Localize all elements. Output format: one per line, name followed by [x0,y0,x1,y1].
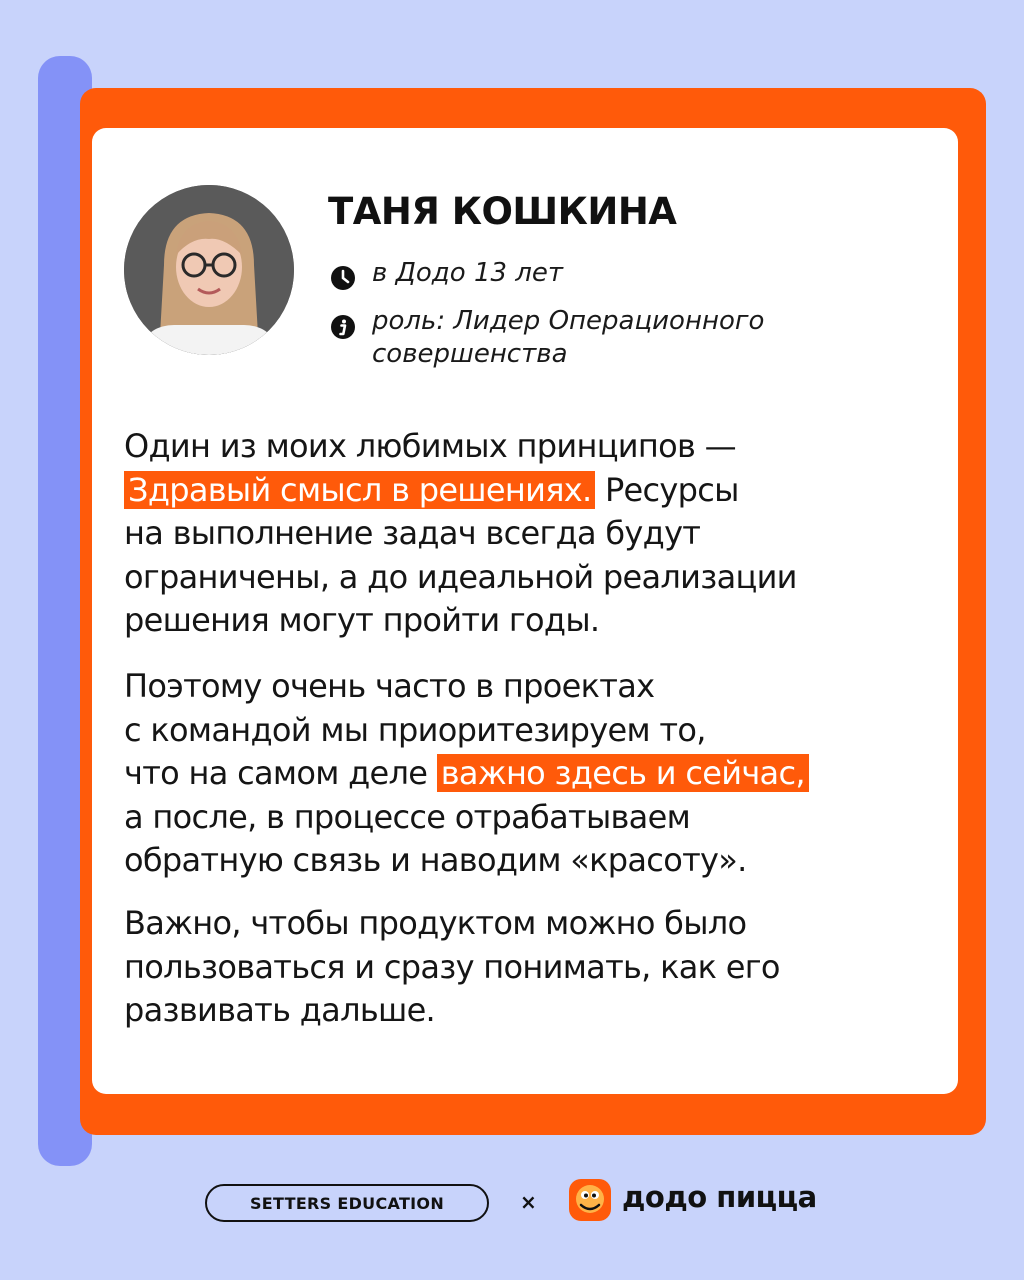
highlight-important-now: важно здесь и сейчас, [437,754,809,792]
dodo-bird-icon [567,1177,613,1223]
info-icon [330,314,356,340]
p3-line-2: пользоваться и сразу понимать, как его [124,947,780,986]
role-line-1: роль: Лидер Операционного [372,306,765,336]
paragraph-1 [124,425,944,643]
portrait-illustration [124,185,294,355]
p2-line-2: с командой мы приоритезируем то, [124,710,706,749]
highlight-common-sense: Здравый смысл в решениях. [124,471,595,509]
p1-line-4: ограничены, а до идеальной реализации [124,557,797,596]
p2-line-3 [124,752,944,796]
p1-line-1: Один из моих любимых принципов — [124,427,736,465]
collab-separator: × [520,1190,537,1214]
p2-line-4: а после, в процессе отрабатываем [124,797,691,836]
p2-line-3-pre: что на самом деле [124,754,437,793]
p1-line-2 [124,469,944,513]
p3-line-1: Важно, чтобы продуктом можно было [124,904,747,942]
avatar [124,185,294,355]
person-name: ТАНЯ КОШКИНА [328,190,677,233]
setters-education-logo: SETTERS EDUCATION [205,1184,489,1222]
tenure-text: в Додо 13 лет [372,258,564,288]
dodo-pizza-wordmark: додо пицца [622,1180,817,1214]
p3-line-3: развивать дальше. [124,991,436,1030]
p2-line-1: Поэтому очень часто в проектах [124,667,655,705]
p1-line-3: на выполнение задач всегда будут [124,514,701,553]
clock-icon [330,265,356,291]
p2-line-5: обратную связь и наводим «красоту». [124,841,747,880]
p1-line-2-rest: Ресурсы [595,470,739,509]
p1-line-5: решения могут пройти годы. [124,601,600,640]
paragraph-3 [124,902,944,1033]
role-line-2: совершенства [372,339,568,369]
role-text [372,305,932,371]
paragraph-2 [124,665,944,883]
